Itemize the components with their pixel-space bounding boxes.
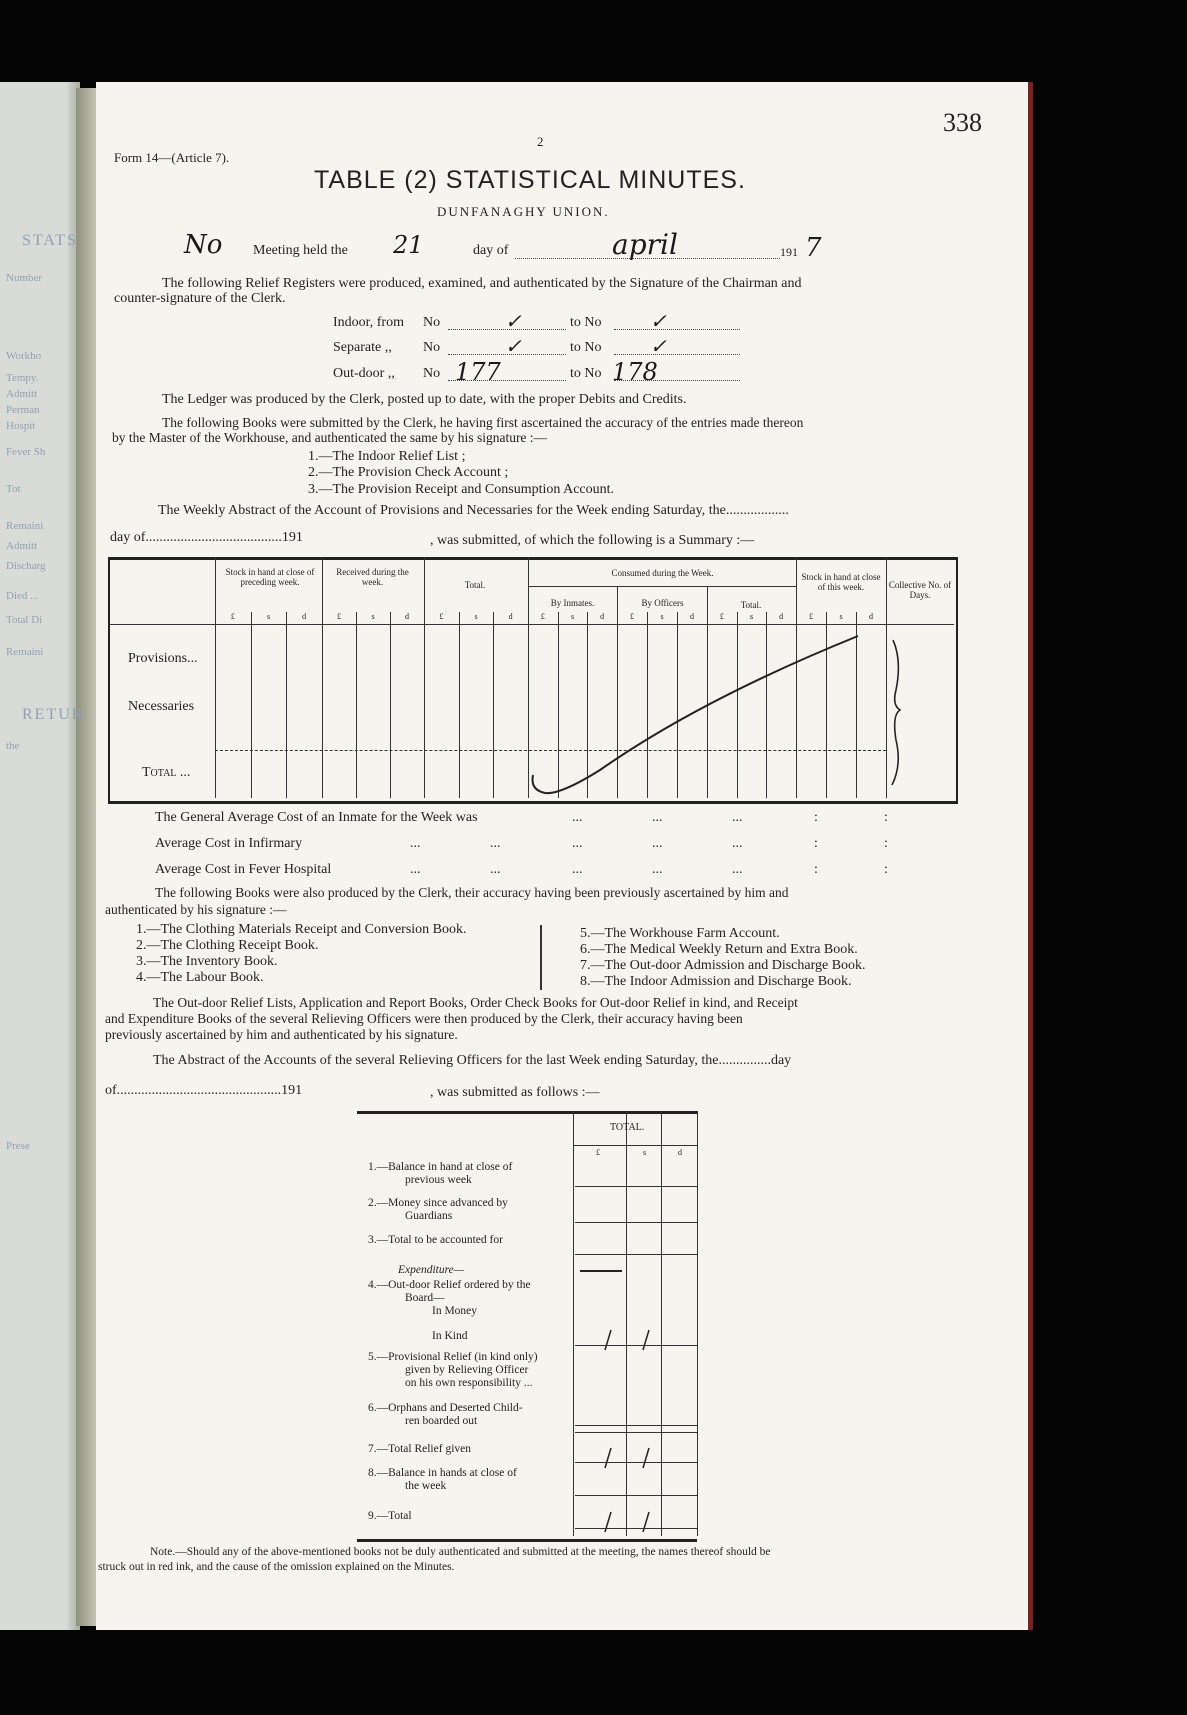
account-row-label: In Money [432,1305,478,1317]
money-header: s [839,612,843,621]
facing-page-fragment: Admitt [6,388,38,400]
register-to-value: ✓ [650,309,667,333]
register-no-label: No [423,315,441,330]
books-list-1: 1.—The Indoor Relief List ; [308,449,466,464]
money-header: d [779,612,784,621]
stock-prev-header: Stock in hand at close of preceding week. [225,567,315,587]
account-row-label: 9.—Total [368,1510,412,1522]
book-item: 8.—The Indoor Admission and Discharge Book. [580,974,852,989]
facing-page [0,82,80,1630]
account-row-label: previous week [405,1174,472,1186]
leader-dots: ... [732,836,743,851]
abstract-line-2a: of...............................................191 [105,1083,303,1098]
consumed-total-header: Total. [740,600,762,610]
facing-page-fragment: Total Di [6,614,43,626]
books2-intro-2: authenticated by his signature :— [105,902,287,917]
facing-page-fragment: Number [6,272,43,284]
by-inmates-header: By Inmates. [550,598,595,608]
money-header: £ [719,612,724,621]
money-header: £ [596,1148,600,1157]
total-header: Total. [464,580,486,590]
facing-page-fragment: Tempy. [6,372,39,384]
money-header: d [690,612,694,621]
money-header: £ [230,612,235,621]
account-row-label: In Kind [432,1330,468,1342]
facing-page-fragment: RETUR [22,706,85,723]
book-spine [76,88,98,1626]
money-header: s [660,612,664,621]
facing-page-fragment: Prese [6,1140,30,1152]
leader-dots: ... [410,862,421,877]
book-item: 4.—The Labour Book. [136,970,264,985]
book-item: 7.—The Out-door Admission and Discharge Book. [580,958,866,973]
leader-dots: ... [652,810,663,825]
union-name: DUNFANAGHY UNION. [437,204,610,219]
avg-cost-infirmary: Average Cost in Infirmary [155,836,303,851]
year-digit: 7 [805,233,822,263]
facing-page-fragment: Workho [6,350,42,362]
book-item: 1.—The Clothing Materials Receipt and Conversion Book. [136,922,467,937]
received-header: Received during the week. [336,567,409,587]
stock-close-header: Stock in hand at close of this week. [801,572,881,592]
leader-dots: ... [572,836,583,851]
money-header: £ [337,612,341,621]
outdoor-para-1: The Out-door Relief Lists, Application and Report Books, Order Check Books for Out-door Relief in kind, and Receipt [153,995,798,1010]
page-title: TABLE (2) STATISTICAL MINUTES. [314,166,746,194]
register-from-value: ✓ [505,309,522,333]
money-header: d [600,612,605,621]
register-to-label: to No [570,315,602,330]
money-header: £ [630,612,634,621]
book-item: 3.—The Inventory Book. [136,954,278,969]
colon-separator: : [884,836,888,851]
page-edge [1028,82,1033,1630]
account-row-label: 7.—Total Relief given [368,1443,471,1455]
account-row-label: 4.—Out-door Relief ordered by the [368,1279,531,1291]
account-row-label: ren boarded out [405,1415,478,1427]
note-line-2: struck out in red ink, and the cause of the omission explained on the Minutes. [98,1561,455,1573]
account-row-label: the week [405,1480,447,1492]
leader-dots: ... [490,836,501,851]
registers-intro-1: The following Relief Registers were produced, examined, and authenticated by the Signature of the Chairman and [162,276,802,291]
registers-intro-2: counter-signature of the Clerk. [114,291,286,306]
register-to-value: ✓ [650,334,667,358]
books-list-3: 3.—The Provision Receipt and Consumption Account. [308,482,615,497]
account-row-label: 3.—Total to be accounted for [368,1234,503,1246]
money-header: £ [809,612,813,621]
money-header: s [570,612,575,621]
register-separate-label: Separate ,, [333,340,392,355]
account-row-label: 2.—Money since advanced by [368,1197,508,1209]
register-indoor-label: Indoor, from [333,315,404,330]
books-intro-2: by the Master of the Workhouse, and authenticated the same by his signature :— [112,430,548,445]
leader-dots: ... [410,836,421,851]
colon-separator: : [884,862,888,877]
money-header: d [678,1148,682,1157]
page-number: 338 [943,108,982,137]
money-header: d [302,612,307,621]
account-row-label: 5.—Provisional Relief (in kind only) [368,1351,538,1363]
money-header: £ [540,612,545,621]
account-row-label: given by Relieving Officer [405,1364,529,1376]
facing-page-fragment: STATS [22,232,78,249]
colon-separator: : [884,810,888,825]
outdoor-para-3: previously ascertained by him and authenticated by his signature. [105,1027,458,1042]
weekly-abstract-2a: day of.......................................191 [110,530,303,545]
leader-dots: ... [652,862,663,877]
consumed-header: Consumed during the Week. [611,568,714,578]
facing-page-fragment: Died ... [6,590,39,602]
note-line-1: Note.—Should any of the above-mentioned books not be duly authenticated and submitted at the meeting, the names thereof should be [150,1546,771,1558]
facing-page-fragment: Tot [6,483,21,495]
account-row-label: on his own responsibility ... [405,1377,533,1389]
abstract-line-1: The Abstract of the Accounts of the several Relieving Officers for the last Week ending Saturday, the...............day [153,1053,792,1068]
account-row-label: 6.—Orphans and Deserted Child- [368,1402,523,1414]
register-to-value: 178 [612,358,658,386]
leader-dots: ... [490,862,501,877]
register-outdoor-label: Out-door ,, [333,366,395,381]
account-row-label: 1.—Balance in hand at close of [368,1161,513,1173]
day-of-label: day of [473,243,509,258]
register-from-value: 177 [455,358,501,386]
leader-dots: ... [652,836,663,851]
money-header: s [266,612,271,621]
avg-cost-inmate: The General Average Cost of an Inmate for the Week was [155,810,478,825]
meeting-no-value: No [184,230,223,260]
meeting-month-value: april [612,228,678,261]
weekly-abstract-2b: , was submitted, of which the following is a Summary :— [430,533,755,548]
colon-separator: : [814,862,818,877]
facing-page-fragment: Fever Sh [6,446,46,458]
abstract-line-2b: , was submitted as follows :— [430,1085,600,1100]
sheet-number: 2 [537,134,544,149]
facing-page-fragment: Admitt [6,540,38,552]
facing-page-fragment: Remaini [6,520,44,532]
register-to-label: to No [570,340,602,355]
facing-page-fragment: Remaini [6,646,44,658]
book-item: 6.—The Medical Weekly Return and Extra Book. [580,942,858,957]
leader-dots: ... [732,862,743,877]
register-no-label: No [423,366,441,381]
facing-page-fragment: Hospit [6,420,36,432]
leader-dots: ... [732,810,743,825]
account-row-label: Expenditure— [398,1264,465,1276]
money-header: d [508,612,513,621]
colon-separator: : [814,810,818,825]
register-no-label: No [423,340,441,355]
money-header: s [474,612,478,621]
money-header: s [371,612,375,621]
row-necessaries: Necessaries [128,699,195,714]
account-row-label: Board— [405,1292,445,1304]
row-provisions: Provisions... [128,651,198,666]
account-row-label: 8.—Balance in hands at close of [368,1467,517,1479]
register-from-value: ✓ [505,334,522,358]
form-label: Form 14—(Article 7). [114,150,230,165]
meeting-held-label: Meeting held the [253,243,348,258]
leader-dots: ... [572,810,583,825]
year-prefix: 191 [780,245,798,259]
facing-page-fragment: the [6,740,20,752]
money-header: £ [439,612,444,621]
money-header: d [869,612,873,621]
facing-page-fragment: Perman [6,404,40,416]
meeting-day-value: 21 [393,231,424,259]
colon-separator: : [814,836,818,851]
by-officers-header: By Officers [641,598,684,608]
book-item: 2.—The Clothing Receipt Book. [136,938,319,953]
ledger-text: The Ledger was produced by the Clerk, posted up to date, with the proper Debits and Credits. [162,392,687,407]
books-list-2: 2.—The Provision Check Account ; [308,465,509,480]
facing-page-fragment: Discharg [6,560,46,572]
outdoor-para-2: and Expenditure Books of the several Relieving Officers were then produced by the Clerk, their accuracy having been [105,1011,743,1026]
books2-intro-1: The following Books were also produced by the Clerk, their accuracy having been previously ascertained by him and [155,885,789,900]
books-intro-1: The following Books were submitted by the Clerk, he having first ascertained the accuracy of the entries made thereon [162,415,804,430]
collective-header: Collective No. of Days. [888,580,952,600]
register-to-label: to No [570,366,602,381]
book-item: 5.—The Workhouse Farm Account. [580,926,780,941]
row-total: Total ... [142,765,191,780]
account-row-label: Guardians [405,1210,453,1222]
leader-dots: ... [572,862,583,877]
money-header: s [749,612,754,621]
money-header: d [405,612,409,621]
weekly-abstract-1: The Weekly Abstract of the Account of Provisions and Necessaries for the Week ending Saturday, the.................. [158,503,789,518]
money-header: s [643,1148,647,1157]
total-header: TOTAL. [610,1122,645,1133]
avg-cost-fever: Average Cost in Fever Hospital [155,862,332,877]
